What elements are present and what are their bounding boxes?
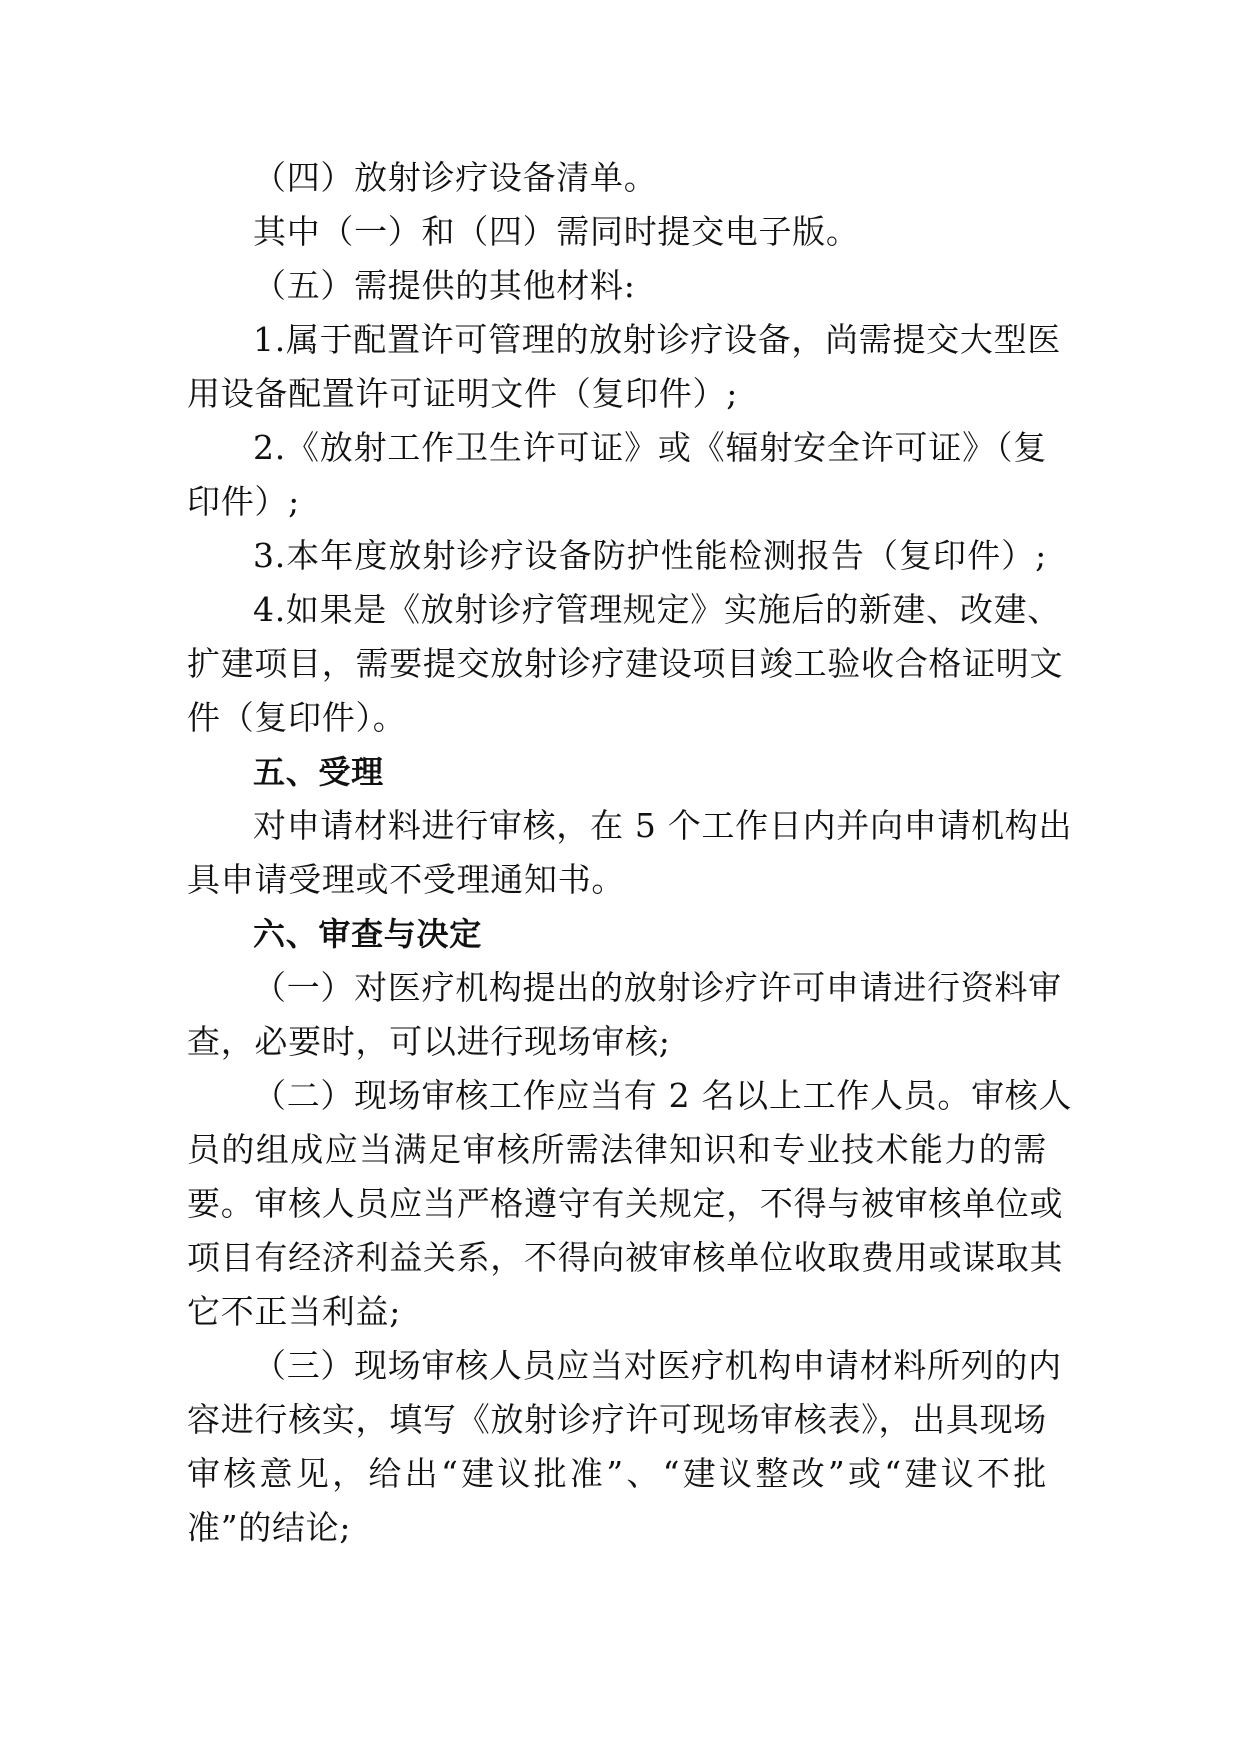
list-item-5-other-materials: （五）需提供的其他材料: xyxy=(253,266,636,305)
section-heading-acceptance: 五、受理 xyxy=(253,753,384,791)
review-3-line-4: 准”的结论; xyxy=(187,1508,352,1547)
material-3: 3.本年度放射诊疗设备防护性能检测报告（复印件）; xyxy=(253,536,1047,575)
review-1-line-2: 查，必要时，可以进行现场审核; xyxy=(187,1022,671,1061)
review-3-line-2: 容进行核实，填写《放射诊疗许可现场审核表》，出具现场 xyxy=(187,1400,1047,1439)
material-4-line-1: 4.如果是《放射诊疗管理规定》实施后的新建、改建、 xyxy=(253,590,1061,629)
material-4-line-2: 扩建项目，需要提交放射诊疗建设项目竣工验收合格证明文 xyxy=(187,644,1064,683)
material-1-line-2: 用设备配置许可证明文件（复印件）; xyxy=(187,374,739,413)
acceptance-line-2: 具申请受理或不受理通知书。 xyxy=(187,860,626,899)
material-4-line-3: 件（复印件）。 xyxy=(187,698,407,737)
review-3-line-3: 审核意见，给出“建议批准”、“建议整改”或“建议不批 xyxy=(187,1454,1047,1493)
review-2-line-2: 员的组成应当满足审核所需法律知识和专业技术能力的需 xyxy=(187,1130,1047,1169)
electronic-copy-note: 其中（一）和（四）需同时提交电子版。 xyxy=(253,212,860,251)
review-1-line-1: （一）对医疗机构提出的放射诊疗许可申请进行资料审 xyxy=(253,968,1062,1007)
material-2-line-2: 印件）; xyxy=(187,482,300,521)
material-2-line-1: 2.《放射工作卫生许可证》或《辐射安全许可证》（复 xyxy=(253,428,1047,467)
acceptance-line-1: 对申请材料进行审核，在 5 个工作日内并向申请机构出 xyxy=(253,806,1073,845)
material-1-line-1: 1.属于配置许可管理的放射诊疗设备，尚需提交大型医 xyxy=(253,320,1061,359)
review-2-line-1: （二）现场审核工作应当有 2 名以上工作人员。审核人 xyxy=(253,1076,1073,1115)
review-2-line-5: 它不正当利益; xyxy=(187,1292,402,1331)
section-heading-review-decision: 六、审查与决定 xyxy=(253,915,482,953)
list-item-4-equipment-list: （四）放射诊疗设备清单。 xyxy=(253,158,658,197)
review-2-line-4: 项目有经济利益关系，不得向被审核单位收取费用或谋取其 xyxy=(187,1238,1064,1277)
review-2-line-3: 要。审核人员应当严格遵守有关规定，不得与被审核单位或 xyxy=(187,1184,1064,1223)
review-3-line-1: （三）现场审核人员应当对医疗机构申请材料所列的内 xyxy=(253,1346,1062,1385)
